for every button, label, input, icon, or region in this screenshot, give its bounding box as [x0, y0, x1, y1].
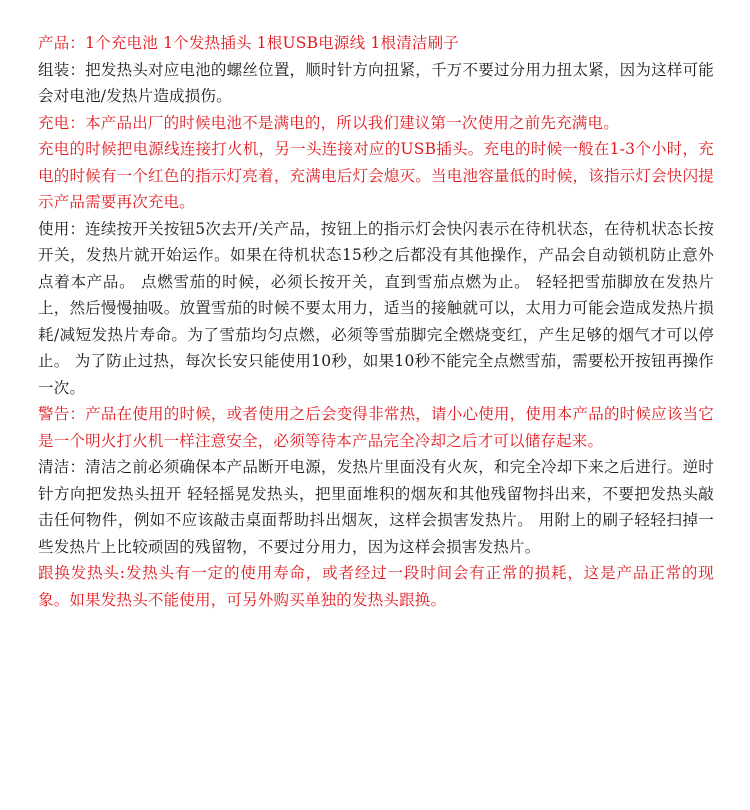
usage-paragraph: 使用：连续按开关按钮5次去开/关产品，按钮上的指示灯会快闪表示在待机状态，在待机状态长按开关，发热片就开始运作。如果在待机状态15秒之后都没有其他操作，产品会自动锁机防止意外点着本产品。 点燃雪茄的时候，必须长按开关，直到雪茄点燃为止。 轻轻把雪茄脚放在发热片上，然后慢慢抽吸。放置雪茄的时候不要太用力，适当的接触就可以，太用力可能会造成发热片损耗/减短发热片寿命。为了雪茄均匀点燃，必须等雪茄脚完全燃烧变红，产生足够的烟气才可以停止。 为了防止过热，每次长安只能使用10秒，如果10秒不能完全点燃雪茄，需要松开按钮再操作一次。 — [38, 219, 714, 397]
replacement-paragraph: 跟换发热头:发热头有一定的使用寿命，或者经过一段时间会有正常的损耗，这是产品正常的现象。如果发热头不能使用，可另外购买单独的发热头跟换。 — [38, 564, 714, 609]
warning-paragraph: 警告：产品在使用的时候，或者使用之后会变得非常热，请小心使用，使用本产品的时候应该当它是一个明火打火机一样注意安全，必须等待本产品完全冷却之后才可以储存起来。 — [38, 405, 714, 450]
contents-paragraph: 产品：1个充电池 1个发热插头 1根USB电源线 1根清洁刷子 — [38, 34, 460, 52]
instruction-document — [38, 30, 714, 613]
assembly-paragraph: 组装：把发热头对应电池的螺丝位置，顺时针方向扭紧，千万不要过分用力扭太紧，因为这样可能会对电池/发热片造成损伤。 — [38, 60, 714, 105]
cleaning-paragraph: 清洁：清洁之前必须确保本产品断开电源，发热片里面没有火灰，和完全冷却下来之后进行。逆时针方向把发热头扭开 轻轻摇晃发热头，把里面堆积的烟灰和其他残留物抖出来，不要把发热头敲击任何物件，例如不应该敲击桌面帮助抖出烟灰，这样会损害发热片。 用附上的刷子轻轻扫掉一些发热片上比较顽固的残留物，不要过分用力，因为这样会损害发热片。 — [38, 458, 714, 556]
charging-details-paragraph: 充电的时候把电源线连接打火机，另一头连接对应的USB插头。充电的时候一般在1-3个小时，充电的时候有一个红色的指示灯亮着，充满电后灯会熄灭。当电池容量低的时候，该指示灯会快闪提示产品需要再次充电。 — [38, 140, 714, 211]
charging-intro-paragraph: 充电：本产品出厂的时候电池不是满电的，所以我们建议第一次使用之前先充满电。 — [38, 113, 619, 132]
